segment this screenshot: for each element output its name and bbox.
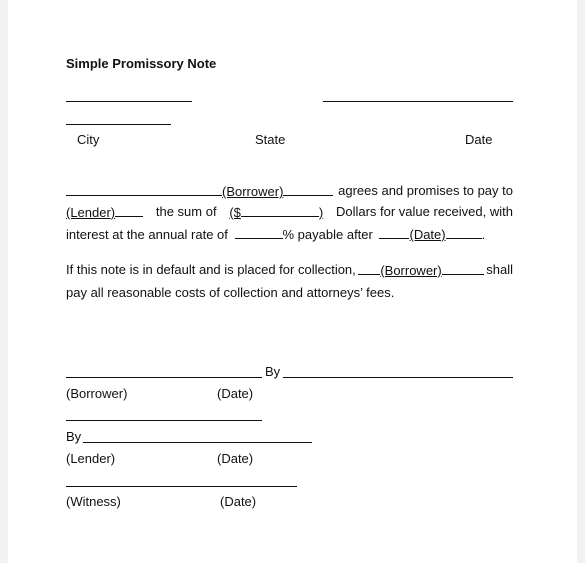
witness-signature-line — [66, 486, 297, 487]
lender-field: (Lender) — [66, 205, 116, 220]
lender-label: (Lender) — [66, 451, 116, 466]
default-text: If this note is in default and is placed for collection, — [66, 262, 356, 277]
body-line-3: interest at the annual rate of % payable after (Date) . — [66, 227, 486, 242]
borrower-date-label: (Date) — [217, 386, 254, 401]
city-line-1 — [66, 101, 192, 102]
dollar-field: ($ — [229, 205, 241, 220]
agrees-text: agrees and promises to pay to — [338, 183, 513, 198]
date-line — [323, 101, 513, 102]
by-label-2: By — [66, 429, 82, 444]
borrower-signature-line — [66, 377, 262, 378]
dollars-text: Dollars for value received, with — [335, 204, 513, 219]
date-label: Date — [465, 132, 493, 147]
borrower-field: (Borrower) — [222, 184, 284, 199]
by-signature-line-1 — [283, 377, 513, 378]
state-label: State — [255, 132, 286, 147]
city-line-2 — [66, 124, 171, 125]
borrower-label: (Borrower) — [66, 386, 128, 401]
lender-signature-line — [83, 442, 312, 443]
percent-text: % payable after — [282, 227, 373, 242]
lender-date-line — [66, 420, 262, 421]
body-line-1 — [66, 183, 513, 200]
witness-label: (Witness) — [66, 494, 121, 509]
lender-date-label: (Date) — [217, 451, 254, 466]
by-label-1: By — [265, 364, 281, 379]
shall-text: shall — [486, 262, 513, 277]
body-line-2: (Lender) the sum of ($ ) Dollars for value received, with — [66, 204, 513, 220]
default-line-1 — [66, 262, 513, 279]
sum-of-text: the sum of — [155, 204, 217, 219]
document-title: Simple Promissory Note — [66, 56, 217, 71]
city-label: City — [77, 132, 100, 147]
interest-text: interest at the annual rate of — [66, 227, 228, 242]
default-line-2: pay all reasonable costs of collection and attorneys’ fees. — [66, 285, 395, 300]
promissory-note-page — [8, 0, 577, 563]
default-borrower-field: (Borrower) — [380, 263, 442, 278]
payable-date-field: (Date) — [409, 227, 446, 242]
witness-date-label: (Date) — [220, 494, 257, 509]
